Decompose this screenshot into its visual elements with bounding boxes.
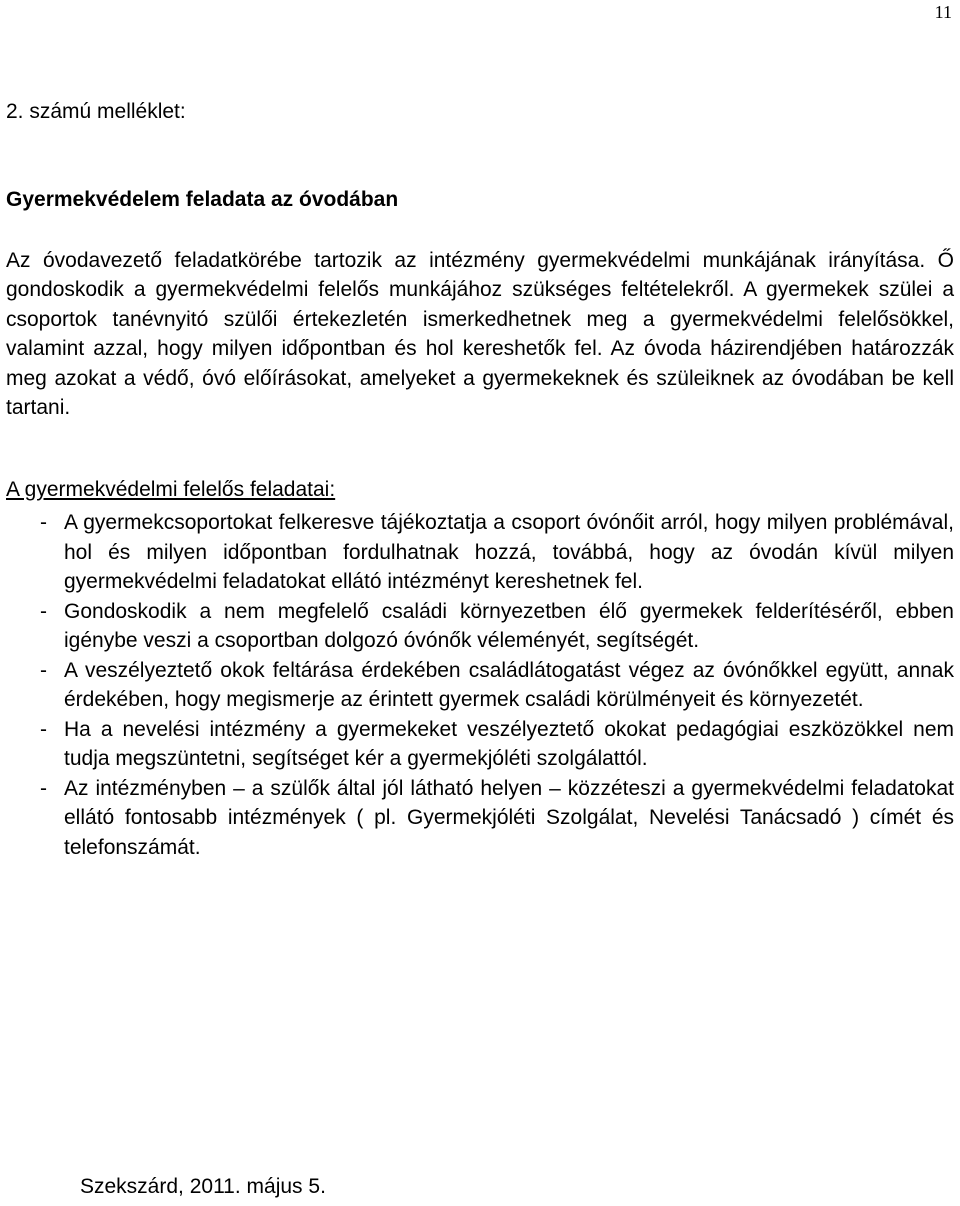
document-title: Gyermekvédelem feladata az óvodában [6,188,399,211]
list-item-text: Az intézményben – a szülők által jól látható helyen – közzéteszi a gyermekvédelmi feladatokat ellátó fontosabb intézmények ( pl. Gyermekjóléti Szolgálat, Nevelési Tanácsadó ) címét és telefonszámát. [64,776,954,859]
duties-heading: A gyermekvédelmi felelős feladatai: [6,478,336,501]
list-item-text: A gyermekcsoportokat felkeresve tájékoztatja a csoport óvónőit arról, hogy milyen problémával, hol és milyen időpontban fordulhatnak hozzá, továbbá, hogy az óvodán kívül milyen gyermekvédelmi feladatokat ellátó intézményt kereshetnek fel. [64,511,954,593]
dash-bullet: - [40,511,47,534]
list-item-text: Gondoskodik a nem megfelelő családi környezetben élő gyermekek felderítéséről, ebben igénybe veszi a csoportban dolgozó óvónők véleményét, segítségét. [64,599,954,652]
list-item [40,656,954,715]
list-item [40,508,954,597]
page-number: 11 [934,2,952,22]
dash-bullet: - [40,658,47,682]
dash-bullet: - [40,717,47,741]
list-item-text: A veszélyeztető okok feltárása érdekében családlátogatást végez az óvónőkkel együtt, annak érdekében, hogy megismerje az érintett gyermek családi körülményeit és környezetét. [64,658,954,711]
list-item [40,597,954,656]
dash-bullet: - [40,776,47,800]
annex-label: 2. számú melléklet: [6,100,186,123]
list-item [40,774,954,863]
dash-bullet: - [40,599,47,623]
list-item-text: Ha a nevelési intézmény a gyermekeket veszélyeztető okokat pedagógiai eszközökkel nem tudja megszüntetni, segítséget kér a gyermekjóléti szolgálattól. [64,717,954,770]
duties-list [40,508,954,862]
list-item [40,715,954,774]
intro-paragraph: Az óvodavezető feladatkörébe tartozik az intézmény gyermekvédelmi munkájának irányítása. Ő gondoskodik a gyermekvédelmi felelős munkájához szükséges feltételekről. A gyermekek szülei a csoportok tanévnyitó szülői értekezletén ismerkedhetnek meg a gyermekvédelmi felelősökkel, valamint azzal, hogy milyen időpontban és hol kereshetők fel. Az óvoda házirendjében határozzák meg azokat a védő, óvó előírásokat, amelyeket a gyermekeknek és szüleiknek az óvodában be kell tartani. [6,249,954,420]
place-and-date: Szekszárd, 2011. május 5. [80,1175,326,1198]
